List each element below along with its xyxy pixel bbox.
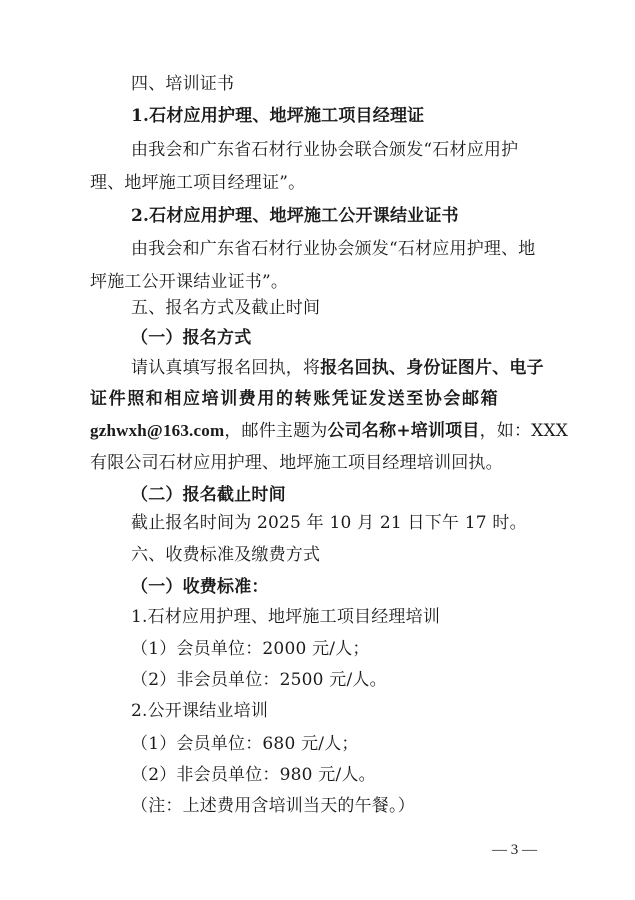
registration-method-title: （一）报名方式 [131, 328, 252, 348]
fee-1-member: （1）会员单位：2000 元/人； [131, 639, 370, 659]
registration-materials-text: 报名回执、身份证图片、电子 [320, 358, 544, 378]
registration-deadline-title: （二）报名截止时间 [131, 485, 286, 505]
section-5-heading: 五、报名方式及截止时间 [131, 298, 321, 318]
page-number: — 3 — [492, 842, 537, 858]
certificate-2-title: 2.石材应用护理、地坪施工公开课结业证书 [131, 206, 459, 226]
certificate-2-body-line-2: 坪施工公开课结业证书”。 [90, 272, 289, 292]
registration-deadline-text: 截止报名时间为 2025 年 10 月 21 日下午 17 时。 [131, 513, 527, 533]
fee-1-title: 1.石材应用护理、地坪施工项目经理培训 [131, 607, 441, 627]
fee-standard-title: （一）收费标准： [131, 577, 269, 597]
section-6-heading: 六、收费标准及缴费方式 [131, 545, 321, 565]
certificate-1-title: 1.石材应用护理、地坪施工项目经理证 [131, 106, 425, 126]
email-subject-example-prefix: ，如：XXX [479, 421, 569, 441]
registration-method-line-4: 有限公司石材应用护理、地坪施工项目经理培训回执。 [90, 453, 503, 473]
registration-method-line-1-text: 请认真填写报名回执，将 [131, 358, 321, 378]
certificate-1-body-line-1: 由我会和广东省石材行业协会联合颁发“石材应用护 [131, 140, 519, 160]
email-subject-format: 公司名称+培训项目 [327, 421, 480, 441]
email-subject-prefix: ，邮件主题为 [224, 421, 328, 441]
association-email: gzhwxh@163.com [90, 421, 225, 440]
fee-2-title: 2.公开课结业培训 [131, 701, 269, 721]
fee-2-member: （1）会员单位：680 元/人； [131, 734, 359, 754]
certificate-2-body-line-1: 由我会和广东省石材行业协会颁发“石材应用护理、地 [131, 239, 536, 259]
fee-note: （注：上述费用含培训当天的午餐。） [131, 796, 415, 816]
registration-method-line-1 [131, 357, 544, 379]
registration-method-line-3 [90, 420, 568, 442]
section-4-heading: 四、培训证书 [131, 74, 235, 94]
certificate-1-body-line-2: 理、地坪施工项目经理证”。 [90, 173, 306, 193]
fee-2-non-member: （2）非会员单位：980 元/人。 [131, 765, 376, 785]
fee-1-non-member: （2）非会员单位：2500 元/人。 [131, 670, 387, 690]
registration-method-line-2: 证件照和相应培训费用的转账凭证发送至协会邮箱 [90, 389, 500, 409]
